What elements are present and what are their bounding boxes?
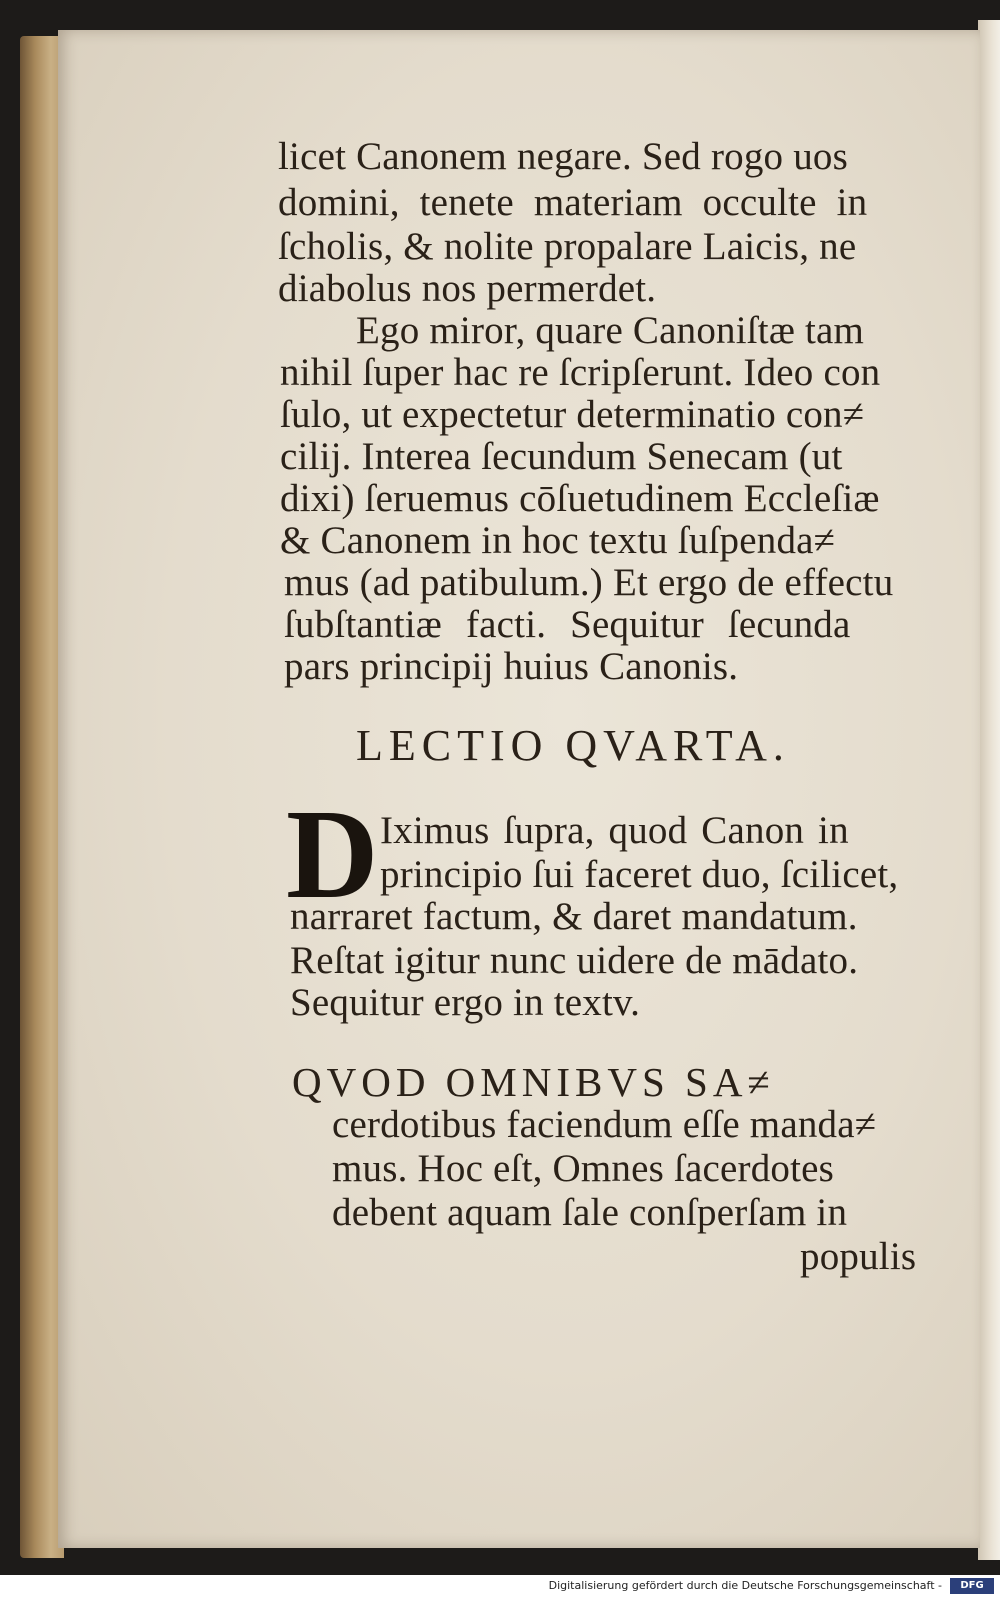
text-line: licet Canonem negare. Sed rogo uos xyxy=(278,135,848,178)
dfg-logo: DFG xyxy=(950,1578,994,1594)
text-line: cerdotibus faciendum eſſe manda≠ xyxy=(332,1103,877,1146)
section-heading: LECTIO QVARTA. xyxy=(356,721,790,770)
text-line: narraret factum, & daret mandatum. xyxy=(290,895,858,938)
text-line: mus. Hoc eſt, Omnes ſacerdotes xyxy=(332,1147,835,1190)
digitization-footer xyxy=(0,1575,1000,1598)
text-line: & Canonem in hoc textu ſuſpenda≠ xyxy=(280,519,836,562)
text-line: ſulo, ut expectetur determinatio con≠ xyxy=(280,393,865,436)
text-line: nihil ſuper hac re ſcripſerunt. Ideo con xyxy=(280,351,881,394)
book-page-edge-right xyxy=(978,20,1000,1560)
text-line: ſcholis, & nolite propalare Laicis, ne xyxy=(278,225,857,268)
text-line: Ego miror, quare Canoniſtæ tam xyxy=(356,309,865,352)
text-line: principio ſui faceret duo, ſcilicet, xyxy=(380,853,899,896)
text-line: dixi) ſeruemus cōſuetudinem Eccleſiæ xyxy=(280,477,880,520)
text-line: pars principij huius Canonis. xyxy=(284,645,739,688)
text-line: Reſtat igitur nunc uidere de mādato. xyxy=(290,939,859,982)
text-line: Sequitur ergo in textv. xyxy=(290,981,641,1024)
drop-cap-initial: D xyxy=(286,783,379,925)
text-line: cilij. Interea ſecundum Senecam (ut xyxy=(280,435,843,478)
caps-text-line: QVOD OMNIBVS SA≠ xyxy=(292,1059,775,1105)
footer-credit-text: Digitalisierung gefördert durch die Deutsche Forschungsgemeinschaft - xyxy=(548,1579,942,1592)
text-line: Iximus ſupra, quod Canon in xyxy=(380,809,849,852)
text-line: diabolus nos permerdet. xyxy=(278,267,657,310)
text-line: domini, tenete materiam occulte in xyxy=(278,181,868,224)
text-line: mus (ad patibulum.) Et ergo de effectu xyxy=(284,561,894,604)
text-line: ſubſtantiæ facti. Sequitur ſecunda xyxy=(284,603,851,646)
text-line: debent aquam ſale conſperſam in xyxy=(332,1191,848,1234)
catchword: populis xyxy=(800,1235,917,1278)
